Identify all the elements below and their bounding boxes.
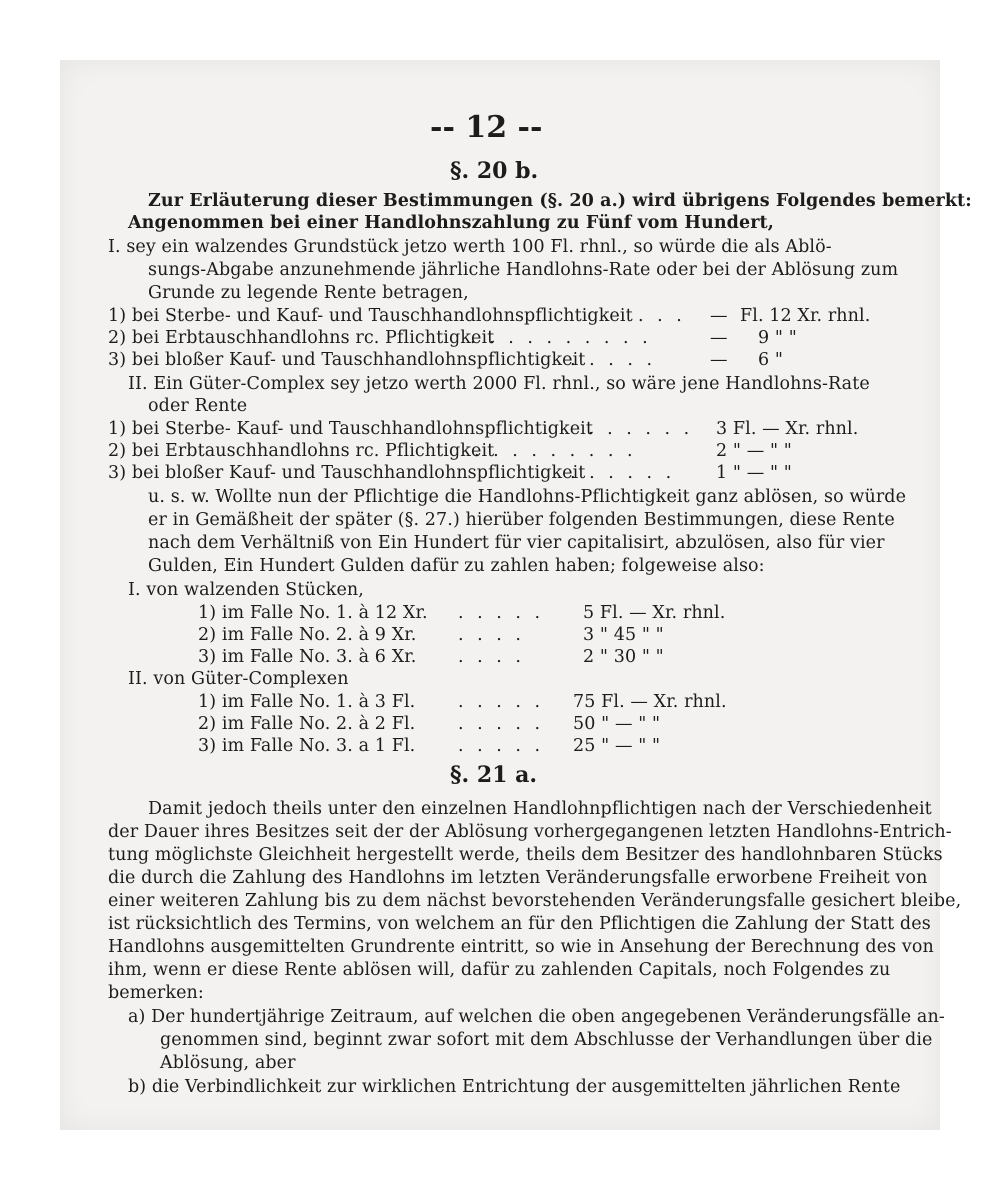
rate-value: 1 " — " ": [716, 463, 792, 483]
rate-value: 2 " — " ": [716, 441, 792, 461]
calc-row: [198, 691, 998, 713]
calc-label: 2) im Falle No. 2. à 9 Xr.: [198, 625, 417, 645]
calc-dots: . . . .: [458, 647, 525, 667]
item-a-line-3: Ablösung, aber: [160, 1053, 296, 1073]
rate-value: 6 ": [758, 350, 784, 370]
page-number: -- 12 --: [430, 110, 543, 145]
body-line-1: Damit jedoch theils unter den einzelnen Handlohnpflichtigen nach der Verschiedenheit: [148, 799, 932, 819]
rate-label: 1) bei Sterbe- und Kauf- und Tauschhandlohnspflichtigkeit: [108, 306, 633, 326]
body-line-9: bemerken:: [108, 983, 204, 1003]
para-line-1: u. s. w. Wollte nun der Pflichtige die Handlohns-Pflichtigkeit ganz ablösen, so würde: [148, 487, 907, 507]
calc-label: 3) im Falle No. 3. a 1 Fl.: [198, 736, 416, 756]
intro-line-3: I. sey ein walzendes Grundstück jetzo werth 100 Fl. rhnl., so würde die als Ablö-: [108, 237, 832, 257]
body-line-5: einer weiteren Zahlung bis zu dem nächst bevorstehenden Veränderungsfalle gesichert bleibe,: [108, 891, 962, 911]
para-line-3: nach dem Verhältniß von Ein Hundert für vier capitalisirt, abzulösen, also für vier: [148, 533, 885, 553]
rate-row: [108, 418, 908, 440]
calc-row: [198, 646, 998, 668]
calc-value: 3 " 45 " ": [583, 625, 664, 645]
intro-line-5: Grunde zu legende Rente betragen,: [148, 283, 469, 303]
calc-value: 5 Fl. — Xr. rhnl.: [583, 603, 726, 623]
calc-row: [198, 713, 998, 735]
rate-label: 3) bei bloßer Kauf- und Tauschhandlohnspflichtigkeit: [108, 463, 586, 483]
intro-line-2: Angenommen bei einer Handlohnszahlung zu Fünf vom Hundert,: [128, 213, 774, 233]
calc-label: 2) im Falle No. 2. à 2 Fl.: [198, 714, 416, 734]
rate-dash: —: [710, 328, 728, 348]
rate-value: Fl. 12 Xr. rhnl.: [740, 306, 871, 326]
rate-row: [108, 327, 908, 349]
rate-dots: . . . . . .: [588, 419, 694, 439]
rate-dots: . . .: [638, 306, 686, 326]
intro-line-1: Zur Erläuterung dieser Bestimmungen (§. 20 a.) wird übrigens Folgendes bemerkt:: [148, 191, 972, 211]
calc-label: 3) im Falle No. 3. à 6 Xr.: [198, 647, 417, 667]
guter-line-1: II. Ein Güter-Complex sey jetzo werth 2000 Fl. rhnl., so wäre jene Handlohns-Rate: [128, 374, 870, 394]
rate-value: 9 " ": [758, 328, 797, 348]
rate-dots: . . . . . . . . . .: [470, 328, 652, 348]
rate-dots: . . . . . . . . .: [474, 441, 637, 461]
calc-dots: . . . . .: [458, 692, 545, 712]
rate-row: [108, 462, 908, 484]
calc-dots: . . . . .: [458, 736, 545, 756]
body-line-6: ist rücksichtlich des Termins, von welchem an für den Pflichtigen die Zahlung der Statt des: [108, 914, 931, 934]
item-a-line-2: genommen sind, beginnt zwar sofort mit dem Abschlusse der Verhandlungen über die: [160, 1030, 933, 1050]
body-line-8: ihm, wenn er diese Rente ablösen will, dafür zu zahlenden Capitals, noch Folgendes zu: [108, 960, 891, 980]
calc-value: 2 " 30 " ": [583, 647, 664, 667]
group2-title: II. von Güter-Complexen: [128, 669, 349, 689]
para-line-4: Gulden, Ein Hundert Gulden dafür zu zahlen haben; folgeweise also:: [148, 556, 765, 576]
body-line-2: der Dauer ihres Besitzes seit der der Ablösung vorhergegangenen letzten Handlohns-Entrich-: [108, 822, 952, 842]
section-heading-20b: §. 20 b.: [450, 158, 539, 184]
group1-title: I. von walzenden Stücken,: [128, 580, 364, 600]
intro-line-4: sungs-Abgabe anzunehmende jährliche Handlohns-Rate oder bei der Ablösung zum: [148, 260, 899, 280]
rate-label: 2) bei Erbtauschhandlohns rc. Pflichtigkeit: [108, 441, 495, 461]
calc-row: [198, 735, 998, 757]
rate-dash: —: [710, 306, 728, 326]
calc-value: 75 Fl. — Xr. rhnl.: [573, 692, 727, 712]
rate-label: 3) bei bloßer Kauf- und Tauschhandlohnspflichtigkeit: [108, 350, 586, 370]
body-line-3: tung möglichste Gleichheit hergestellt werde, theils dem Besitzer des handlohnbaren Stücks: [108, 845, 943, 865]
calc-dots: . . . . .: [458, 603, 545, 623]
calc-value: 25 " — " ": [573, 736, 661, 756]
section-heading-21a: §. 21 a.: [450, 762, 538, 788]
rate-row: [108, 349, 908, 371]
item-a-line-1: a) Der hundertjährige Zeitraum, auf welchen die oben angegebenen Veränderungsfälle an-: [128, 1007, 945, 1027]
item-b: b) die Verbindlichkeit zur wirklichen Entrichtung der ausgemittelten jährlichen Rente: [128, 1077, 901, 1097]
rate-label: 1) bei Sterbe- Kauf- und Tauschhandlohnspflichtigkeit: [108, 419, 594, 439]
calc-row: [198, 624, 998, 646]
rate-dots: . . . . . .: [570, 463, 676, 483]
body-line-4: die durch die Zahlung des Handlohns im letzten Veränderungsfalle erworbene Freiheit von: [108, 868, 928, 888]
body-line-7: Handlohns ausgemittelten Grundrente eintritt, so wie in Ansehung der Berechnung des von: [108, 937, 934, 957]
calc-row: [198, 602, 998, 624]
guter-line-2: oder Rente: [148, 396, 248, 416]
calc-dots: . . . . .: [458, 714, 545, 734]
rate-value: 3 Fl. — Xr. rhnl.: [716, 419, 859, 439]
rate-dash: —: [710, 350, 728, 370]
calc-value: 50 " — " ": [573, 714, 661, 734]
para-line-2: er in Gemäßheit der später (§. 27.) hierüber folgenden Bestimmungen, diese Rente: [148, 510, 895, 530]
calc-label: 1) im Falle No. 1. à 3 Fl.: [198, 692, 416, 712]
rate-row: [108, 305, 908, 327]
rate-row: [108, 440, 908, 462]
rate-label: 2) bei Erbtauschhandlohns rc. Pflichtigkeit: [108, 328, 495, 348]
calc-dots: . . . .: [458, 625, 525, 645]
rate-dots: . . . . .: [570, 350, 657, 370]
calc-label: 1) im Falle No. 1. à 12 Xr.: [198, 603, 428, 623]
